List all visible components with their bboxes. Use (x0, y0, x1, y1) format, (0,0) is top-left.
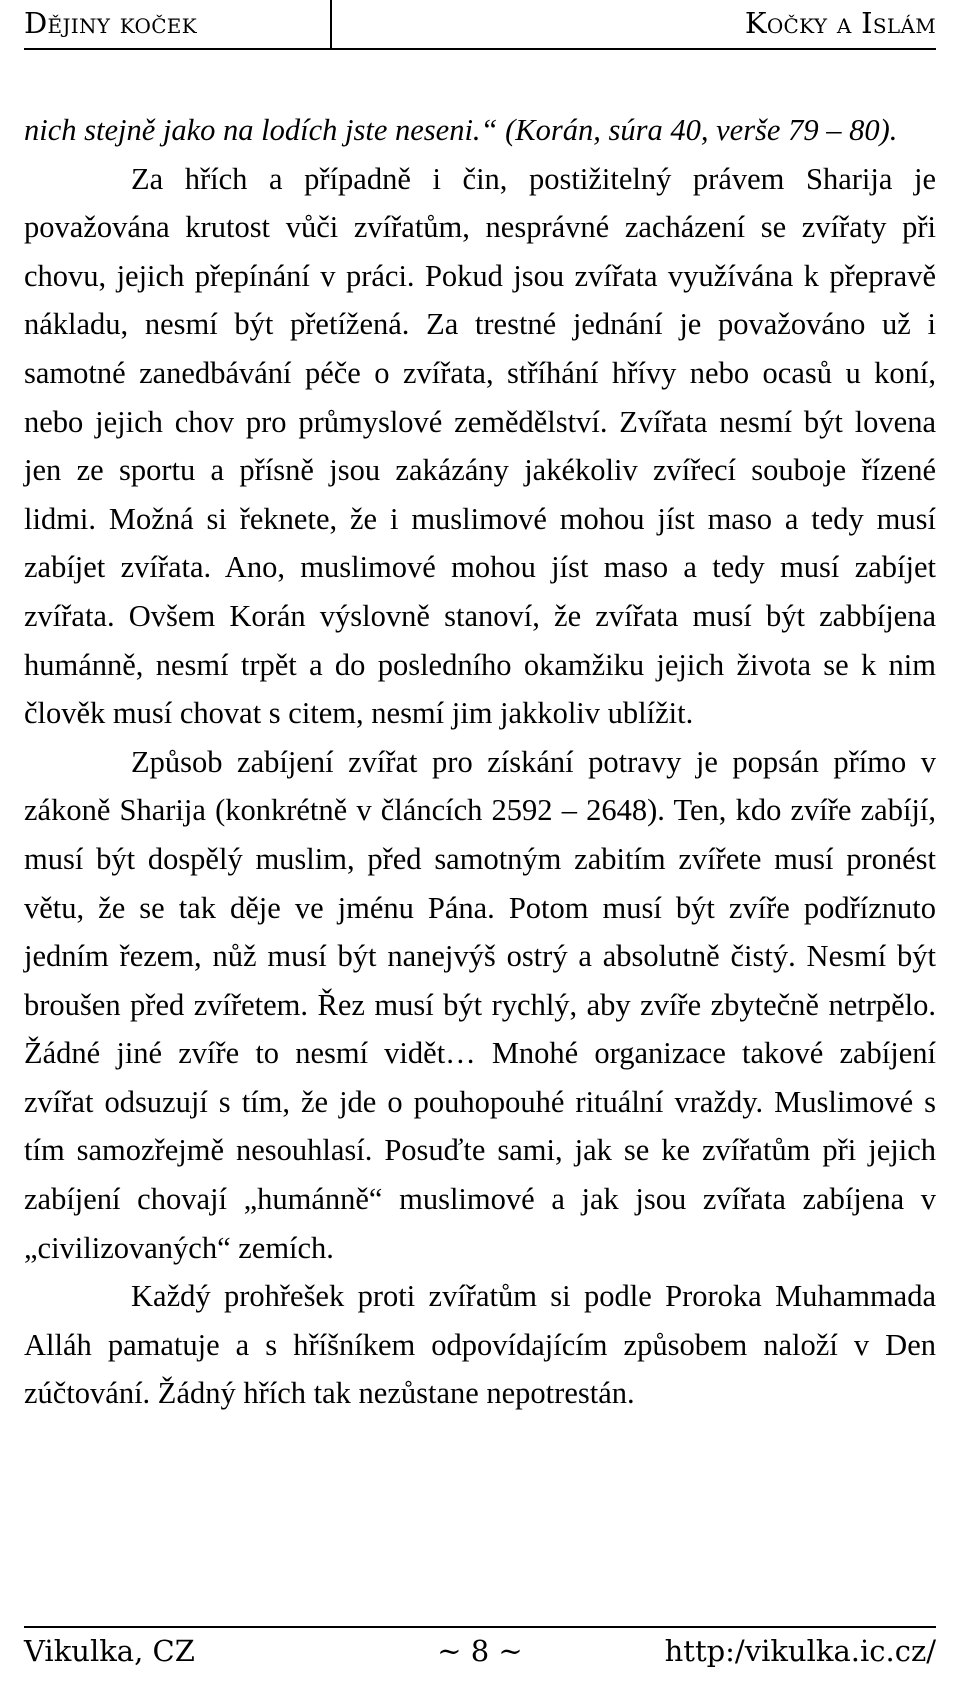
paragraph-cruelty: Za hřích a případně i čin, postižitelný právem Sharija je považována krutost vůči zvířatům, nesprávné zacházení se zvířaty při chovu, jejich přepínání v práci. Pokud jsou zvířata využívána k přepravě nákladu, nesmí být přetížená. Za trestné jednání je považováno už i samotné zanedbávání péče o zvířata, stříhání hřívy nebo ocasů u koní, nebo jejich chov pro průmyslové zemědělství. Zvířata nesmí být lovena jen ze sportu a přísně jsou zakázány jakékoliv zvířecí souboje řízené lidmi. Možná si řeknete, že i muslimové mohou jíst maso a tedy musí zabíjet zvířata. Ano, muslimové mohou jíst maso a tedy musí zabíjet zvířata. Ovšem Korán výslovně stanoví, že zvířata musí být zabbíjena humánně, nesmí trpět a do posledního okamžiku jejich života se k nim člověk musí chovat s citem, nesmí jim jakkoliv ublížit. (24, 161, 936, 731)
paragraph-slaughter: Způsob zabíjení zvířat pro získání potravy je popsán přímo v zákoně Sharija (konkrétně v článcích 2592 – 2648). Ten, kdo zvíře zabíjí, musí být dospělý muslim, před samotným zabitím zvířete musí pronést větu, že se tak děje ve jménu Pána. Potom musí být zvíře podříznuto jedním řezem, nůž musí být nanejvýš ostrý a absolutně čistý. Nesmí být broušen před zvířetem. Řez musí být rychlý, aby zvíře zbytečně netrpělo. Žádné jiné zvíře to nesmí vidět… Mnohé organizace takové zabíjení zvířat odsuzují s tím, že jde o pouhopouhé rituální vraždy. Muslimové s tím samozřejmě nesouhlasí. Posuďte sami, jak se ke zvířatům při jejich zabíjení chovají „humánně“ muslimové a jak jsou zvířata zabíjena v „civilizovaných“ zemích. (24, 744, 936, 1265)
header-divider (330, 0, 332, 48)
footer-url: http:/vikulka.ic.cz/ (664, 1634, 936, 1668)
paragraph-judgement: Každý prohřešek proti zvířatům si podle Proroka Muhammada Alláh pamatuje a s hříšníkem odpovídajícím způsobem naloží v Den zúčtování. Žádný hřích tak nezůstane nepotrestán. (24, 1279, 936, 1411)
running-header (24, 2, 936, 50)
footer-author: Vikulka, CZ (24, 1634, 195, 1668)
header-book-title: Dějiny koček (24, 6, 197, 40)
running-footer (24, 1626, 936, 1676)
page-number: ~ 8 ~ (437, 1634, 523, 1668)
quran-quote: nich stejně jako na lodích jste neseni.“ (Korán, súra 40, verše 79 – 80). (24, 113, 898, 147)
header-chapter-title: Kočky a Islám (744, 6, 936, 40)
body-text (24, 106, 936, 1418)
